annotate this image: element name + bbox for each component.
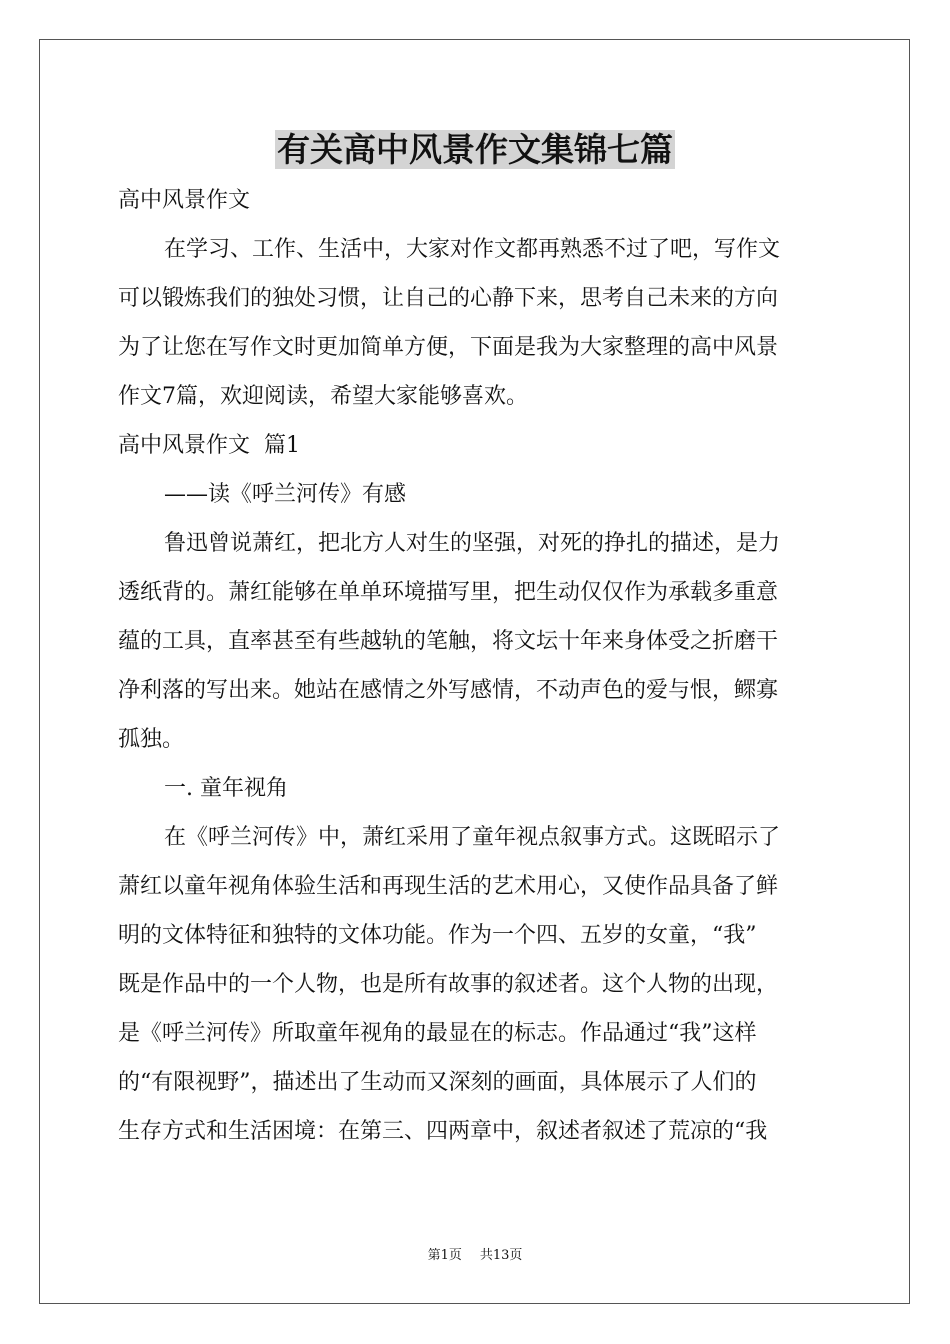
paragraph-line: 的“有限视野”，描述出了生动而又深刻的画面，具体展示了人们的 (118, 1070, 757, 1095)
paragraph-line: 明的文体特征和独特的文体功能。作为一个四、五岁的女童，“我” (118, 923, 757, 948)
document-title (0, 124, 950, 176)
document-body (118, 176, 834, 1156)
paragraph-line: 既是作品中的一个人物，也是所有故事的叙述者。这个人物的出现， (118, 972, 779, 997)
page-number: 第1页 (427, 1248, 462, 1263)
section-heading: 高中风景作文 (118, 188, 251, 213)
subsection-heading: 一. 童年视角 (164, 776, 288, 801)
paragraph-line: 可以锻炼我们的独处习惯，让自己的心静下来，思考自己未来的方向 (118, 286, 779, 311)
paragraph-line: 为了让您在写作文时更加简单方便，下面是我为大家整理的高中风景 (118, 335, 779, 360)
paragraph-line: 蕴的工具，直率甚至有些越轨的笔触，将文坛十年来身体受之折磨干 (118, 629, 779, 654)
paragraph-line: 孤独。 (118, 727, 185, 752)
subtitle-line: ——读《呼兰河传》有感 (164, 482, 407, 507)
paragraph-line: 生存方式和生活困境：在第三、四两章中，叙述者叙述了荒凉的“我 (118, 1119, 768, 1144)
page-footer (0, 1247, 950, 1265)
paragraph-line: 萧红以童年视角体验生活和再现生活的艺术用心，又使作品具备了鲜 (118, 874, 779, 899)
paragraph-line: 净利落的写出来。她站在感情之外写感情，不动声色的爱与恨，鳏寡 (118, 678, 779, 703)
paragraph-line: 在学习、工作、生活中，大家对作文都再熟悉不过了吧，写作文 (164, 237, 781, 262)
document-title-text: 有关高中风景作文集锦七篇 (277, 130, 673, 169)
paragraph-line: 透纸背的。萧红能够在单单环境描写里，把生动仅仅作为承载多重意 (118, 580, 779, 605)
paragraph-line: 鲁迅曾说萧红，把北方人对生的坚强，对死的挣扎的描述，是力 (164, 531, 781, 556)
paragraph-line: 作文7篇，欢迎阅读，希望大家能够喜欢。 (118, 384, 528, 409)
page-total: 共13页 (479, 1248, 523, 1263)
paragraph-line: 在《呼兰河传》中，萧红采用了童年视点叙事方式。这既昭示了 (164, 825, 781, 850)
paragraph-line: 是《呼兰河传》所取童年视角的最显在的标志。作品通过“我”这样 (118, 1021, 757, 1046)
section-heading: 高中风景作文 篇1 (118, 433, 300, 458)
